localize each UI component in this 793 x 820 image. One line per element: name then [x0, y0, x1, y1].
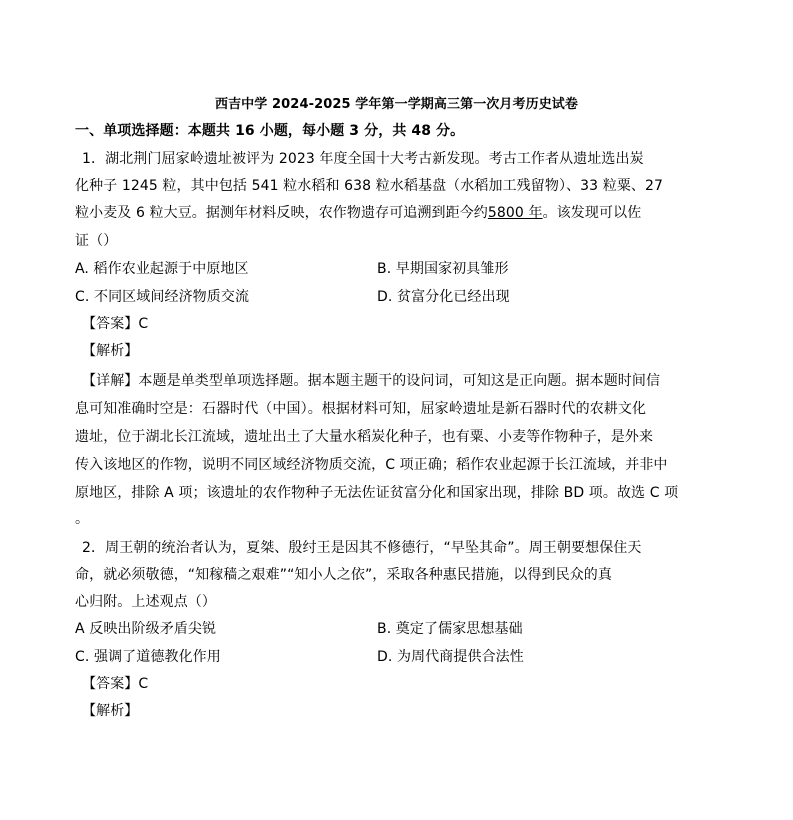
q1-stem-line3-post: 。该发现可以佐: [542, 205, 642, 221]
exam-title: 西吉中学 2024-2025 学年第一学期高三第一次月考历史试卷: [214, 97, 578, 112]
q2-option-a: A 反映出阶级矛盾尖锐: [75, 621, 217, 637]
q2-option-d: D. 为周代商提供合法性: [377, 649, 524, 665]
q1-stem-line3: [75, 204, 641, 222]
q1-stem-line2: 化种子 1245 粒，其中包括 541 粒水稻和 638 粒水稻基盘（水稻加工残留物）、33 粒粟、27: [75, 178, 664, 194]
q2-option-c: C. 强调了道德教化作用: [75, 649, 221, 665]
q1-underlined-date: 5800 年: [487, 205, 543, 221]
q1-analysis-label: 【解析】: [82, 343, 139, 359]
q1-option-b: B. 早期国家初具雏形: [377, 261, 509, 277]
q1-stem-line1: 1．湖北荆门屈家岭遗址被评为 2023 年度全国十大考古新发现。考古工作者从遗址选出炭: [82, 151, 644, 167]
q1-option-a: A. 稻作农业起源于中原地区: [75, 261, 249, 277]
q2-answer: 【答案】C: [82, 676, 149, 692]
q1-detail-line1: 【详解】本题是单类型单项选择题。据本题主题干的设问词，可知这是正向题。据本题时间信: [82, 373, 661, 389]
q2-stem-line3: 心归附。上述观点（）: [75, 594, 216, 610]
q2-stem-line2: 命，就必须敬德，“知稼穑之艰难”“知小人之依”，采取各种惠民措施，以得到民众的真: [75, 567, 613, 583]
q2-stem-line1: 2．周王朝的统治者认为，夏桀、殷纣王是因其不修德行，“早坠其命”。周王朝要想保住天: [82, 540, 642, 556]
q1-detail-line6: 。: [75, 511, 90, 527]
q1-answer: 【答案】C: [82, 316, 149, 332]
q1-detail-line2: 息可知准确时空是：石器时代（中国）。根据材料可知，屈家岭遗址是新石器时代的农耕文化: [75, 401, 647, 417]
q1-stem-line3-pre: 粒小麦及 6 粒大豆。据测年材料反映，农作物遗存可追溯到距今约: [75, 205, 488, 221]
q2-analysis-label: 【解析】: [82, 703, 139, 719]
q2-option-b: B. 奠定了儒家思想基础: [377, 621, 523, 637]
q1-option-d: D. 贫富分化已经出现: [377, 289, 510, 305]
q1-option-c: C. 不同区域间经济物质交流: [75, 289, 250, 305]
q1-stem-line4: 证（）: [75, 233, 118, 249]
q1-detail-line4: 传入该地区的作物，说明不同区域经济物质交流，C 项正确；稻作农业起源于长江流域，并非中: [75, 457, 668, 473]
section-heading: 一、单项选择题：本题共 16 小题，每小题 3 分，共 48 分。: [75, 123, 465, 139]
q1-detail-line5: 原地区，排除 A 项；该遗址的农作物种子无法佐证贫富分化和国家出现，排除 BD 项。故选 C 项: [75, 485, 679, 501]
q1-detail-line3: 遗址，位于湖北长江流域，遗址出土了大量水稻炭化种子，也有粟、小麦等作物种子，是外来: [75, 429, 654, 445]
